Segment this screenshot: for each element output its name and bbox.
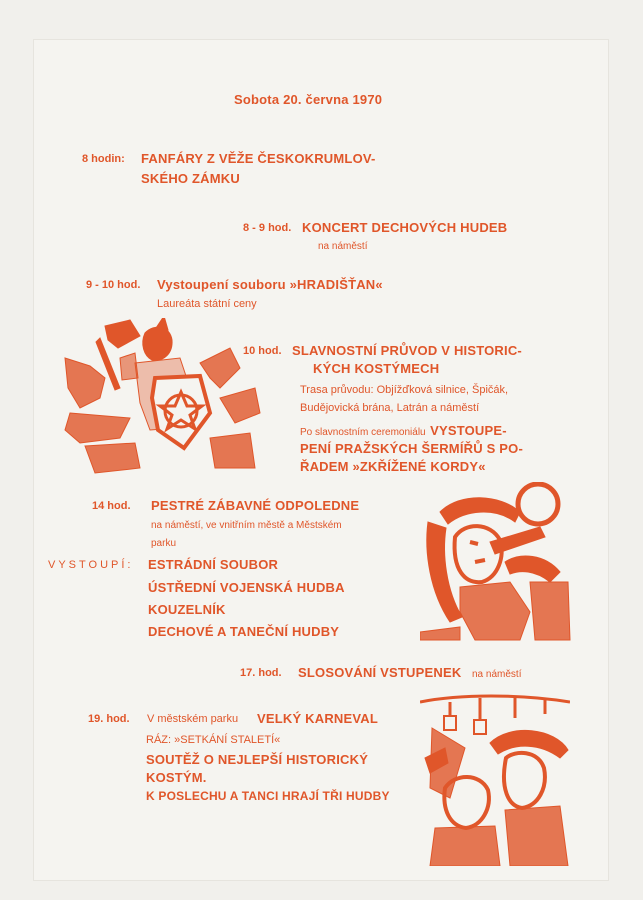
event-after-pruvod-l3: ŘADEM »ZKŘÍŽENÉ KORDY« [300,459,486,474]
event-contest-l2: KOSTÝM. [146,770,207,785]
event-time-odpoledne: 14 hod. [92,500,131,512]
event-title-slosovani: SLOSOVÁNÍ VSTUPENEK [298,665,462,680]
event-contest-l1: SOUTĚŽ O NEJLEPŠÍ HISTORICKÝ [146,752,369,767]
event-time-karneval: 19. hod. [88,713,130,725]
event-after-pruvod-l1 [300,422,507,440]
poster-date: Sobota 20. června 1970 [234,92,383,107]
event-route-pruvod-l2: Budějovická brána, Latrán a náměstí [300,402,480,414]
event-route-pruvod-l1: Trasa průvodu: Objížďková silnice, Špičák, [300,384,509,396]
event-after-prefix: Po slavnostním ceremoniálu [300,427,426,438]
event-title-hradistan: Vystoupení souboru »HRADIŠŤAN« [157,277,383,292]
event-title-fanfary-l1: FANFÁRY Z VĚŽE ČESKOKRUMLOV- [141,151,376,166]
event-time-hradistan: 9 - 10 hod. [86,279,141,291]
event-title-odpoledne: PESTRÉ ZÁBAVNÉ ODPOLEDNE [151,498,360,513]
event-time-fanfary: 8 hodin: [82,153,125,165]
performer-4: DECHOVÉ A TANEČNÍ HUDBY [148,624,340,639]
event-time-pruvod: 10 hod. [243,345,282,357]
knight-with-shield-illustration [60,318,265,476]
event-title-karneval: VELKÝ KARNEVAL [257,711,379,726]
event-time-koncert: 8 - 9 hod. [243,222,292,234]
event-time-slosovani: 17. hod. [240,667,282,679]
event-music-karneval: K POSLECHU A TANCI HRAJÍ TŘI HUDBY [146,789,390,803]
event-title-koncert: KONCERT DECHOVÝCH HUDEB [302,220,508,235]
event-prefix-karneval: V městském parku [147,713,239,725]
performers-label: VYSTOUPÍ: [48,559,134,571]
event-title-pruvod-l2: KÝCH KOSTÝMECH [313,361,440,376]
event-note-odpoledne-l2: parku [151,538,177,549]
event-note-slosovani: na náměstí [472,669,522,680]
event-note-odpoledne-l1: na náměstí, ve vnitřním městě a Městském [151,520,342,531]
trumpeter-illustration [420,482,572,642]
event-note-hradistan: Laureáta státní ceny [157,298,257,310]
performer-1: ESTRÁDNÍ SOUBOR [148,557,279,572]
performer-3: KOUZELNÍK [148,602,226,617]
event-after-pruvod-l2: PENÍ PRAŽSKÝCH ŠERMÍŘŮ S PO- [300,441,524,456]
event-after-bold: VYSTOUPE- [430,423,507,438]
carnival-couple-illustration [420,688,570,866]
event-raz-karneval: RÁZ: »SETKÁNÍ STALETÍ« [146,734,281,746]
event-note-koncert: na náměstí [318,241,368,252]
event-title-pruvod-l1: SLAVNOSTNÍ PRŮVOD V HISTORIC- [292,343,522,358]
event-title-fanfary-l2: SKÉHO ZÁMKU [141,171,240,186]
performer-2: ÚSTŘEDNÍ VOJENSKÁ HUDBA [148,580,345,595]
